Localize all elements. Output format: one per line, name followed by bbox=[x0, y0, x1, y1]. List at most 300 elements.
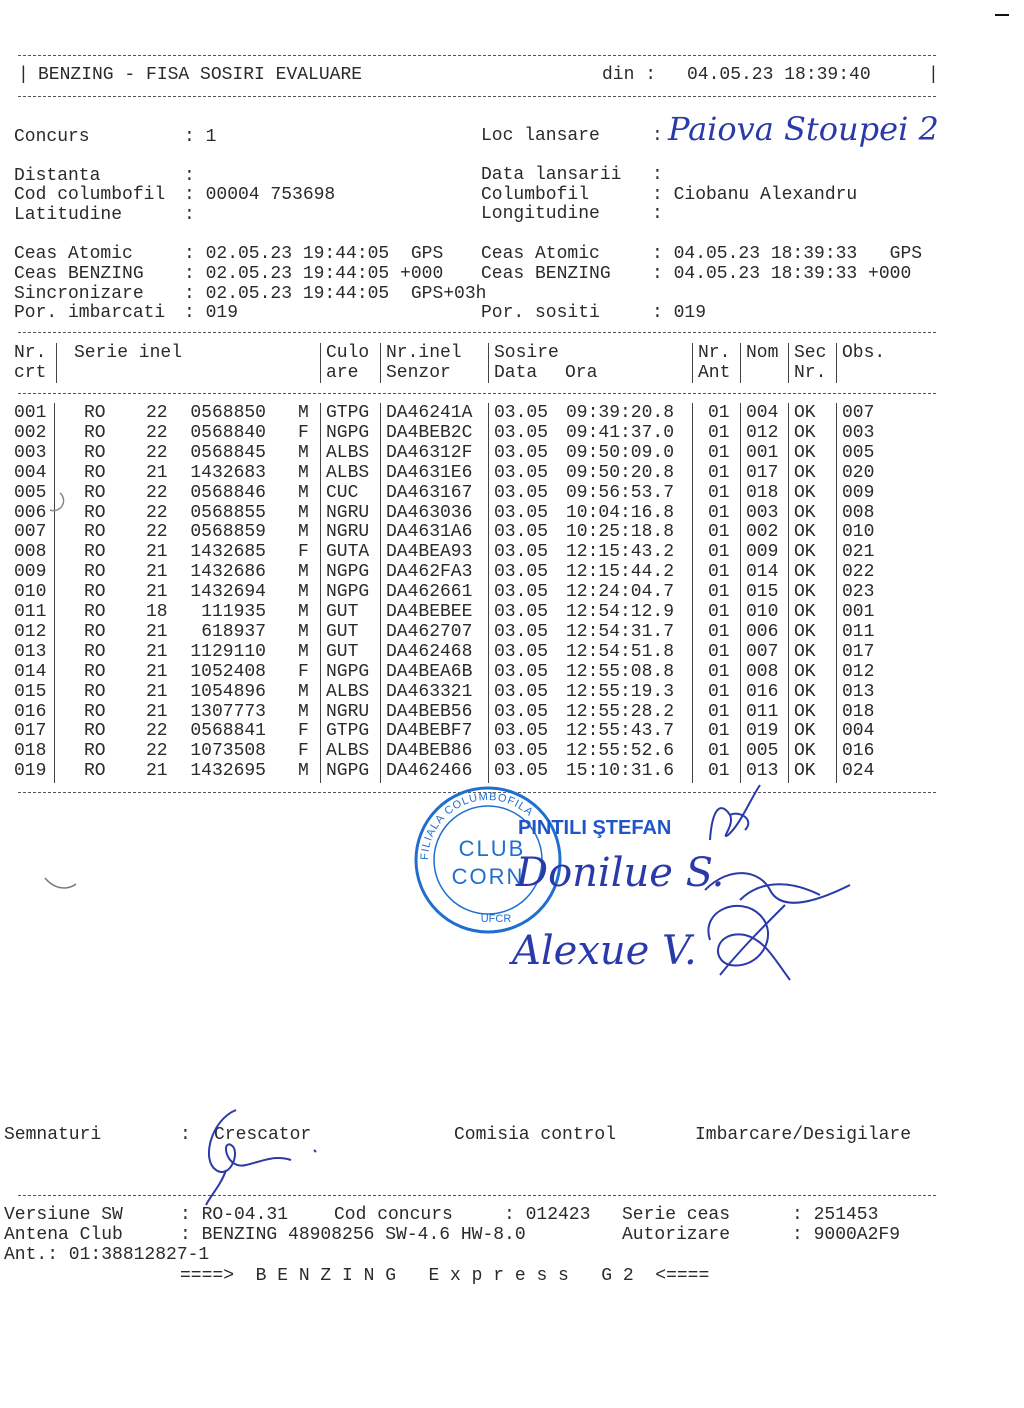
cell-tara: RO bbox=[84, 462, 106, 483]
cell-an: 21 bbox=[146, 582, 168, 603]
cell-culoare: NGPG bbox=[326, 661, 370, 682]
cell-sex: M bbox=[298, 761, 309, 782]
table-row bbox=[0, 721, 940, 741]
latitudine-label: Latitudine bbox=[14, 205, 123, 225]
cell-obs: 013 bbox=[842, 681, 875, 702]
divider bbox=[18, 1195, 936, 1196]
cell-obs: 020 bbox=[842, 462, 875, 483]
cell-data: 03.05 bbox=[494, 741, 549, 762]
cell-inel: 1432683 bbox=[190, 462, 266, 483]
cell-senzor: DA4BEB86 bbox=[386, 741, 473, 762]
header-bar-right: | bbox=[928, 65, 939, 85]
cod-columbofil-value: : 00004 753698 bbox=[184, 185, 336, 205]
cell-ant: 01 bbox=[708, 701, 730, 722]
cell-obs: 012 bbox=[842, 661, 875, 682]
cell-sec: OK bbox=[794, 462, 816, 483]
cell-an: 21 bbox=[146, 681, 168, 702]
cell-tara: RO bbox=[84, 761, 106, 782]
din-label: din : bbox=[602, 65, 657, 85]
column-separator bbox=[740, 343, 741, 383]
cell-ora: 12:54:12.9 bbox=[566, 602, 675, 622]
cell-tara: RO bbox=[84, 562, 106, 583]
printed-name: PINTILI ŞTEFAN bbox=[518, 817, 672, 839]
column-separator bbox=[692, 343, 693, 383]
cell-ora: 12:15:43.2 bbox=[566, 542, 675, 563]
table-row bbox=[0, 542, 940, 562]
cell-sex: F bbox=[298, 741, 309, 762]
cell-ant: 01 bbox=[708, 422, 730, 443]
data-lansarii-label: Data lansarii bbox=[481, 165, 622, 185]
cell-senzor: DA4631E6 bbox=[386, 462, 473, 483]
clock-right-value: : 04.05.23 18:39:33 +000 bbox=[652, 264, 912, 284]
cell-data: 03.05 bbox=[494, 681, 549, 702]
cell-crt: 019 bbox=[14, 761, 47, 782]
cell-ant: 01 bbox=[708, 741, 730, 762]
cell-crt: 006 bbox=[14, 502, 47, 523]
cell-obs: 001 bbox=[842, 602, 875, 622]
cell-ant: 01 bbox=[708, 403, 730, 423]
cell-an: 22 bbox=[146, 721, 168, 742]
cell-ora: 09:39:20.8 bbox=[566, 403, 675, 423]
header-nr-ant: Nr. bbox=[698, 343, 731, 363]
cell-sex: F bbox=[298, 721, 309, 742]
cell-crt: 007 bbox=[14, 522, 47, 543]
cell-inel: 0568855 bbox=[190, 502, 266, 523]
cell-tara: RO bbox=[84, 641, 106, 662]
cell-tara: RO bbox=[84, 403, 106, 423]
table-row bbox=[0, 761, 940, 781]
cell-nom: 013 bbox=[746, 761, 779, 782]
cell-sec: OK bbox=[794, 562, 816, 583]
cell-crt: 001 bbox=[14, 403, 47, 423]
cell-an: 22 bbox=[146, 403, 168, 423]
cell-data: 03.05 bbox=[494, 442, 549, 463]
header-serie-inel: Serie inel bbox=[74, 343, 183, 363]
loc-lansare-colon: : bbox=[652, 126, 663, 146]
cell-tara: RO bbox=[84, 661, 106, 682]
cell-sex: M bbox=[298, 621, 309, 642]
cell-culoare: GUT bbox=[326, 602, 359, 622]
cell-an: 22 bbox=[146, 502, 168, 523]
cell-ora: 12:55:52.6 bbox=[566, 741, 675, 762]
cell-nom: 014 bbox=[746, 562, 779, 583]
sincronizare-label: Sincronizare bbox=[14, 284, 144, 304]
cell-senzor: DA462468 bbox=[386, 641, 473, 662]
clock-left-label: Ceas BENZING bbox=[14, 264, 144, 284]
cell-culoare: NGPG bbox=[326, 422, 370, 443]
cell-crt: 014 bbox=[14, 661, 47, 682]
table-row bbox=[0, 741, 940, 761]
cell-culoare: ALBS bbox=[326, 442, 370, 463]
cell-nom: 003 bbox=[746, 502, 779, 523]
cell-culoare: NGRU bbox=[326, 522, 370, 543]
cell-data: 03.05 bbox=[494, 721, 549, 742]
concurs-label: Concurs bbox=[14, 127, 90, 147]
cell-senzor: DA463036 bbox=[386, 502, 473, 523]
cell-ant: 01 bbox=[708, 442, 730, 463]
header-ant: Ant bbox=[698, 363, 731, 383]
column-separator bbox=[488, 343, 489, 383]
header-obs: Obs. bbox=[842, 343, 886, 363]
cell-obs: 024 bbox=[842, 761, 875, 782]
cell-inel: 1432694 bbox=[190, 582, 266, 603]
cell-ant: 01 bbox=[708, 542, 730, 563]
por-imbarcati-value: : 019 bbox=[184, 303, 239, 323]
cell-ant: 01 bbox=[708, 602, 730, 622]
cell-obs: 009 bbox=[842, 482, 875, 503]
ant-line: Ant.: 01:38812827-1 bbox=[4, 1245, 210, 1265]
distanta-label: Distanta bbox=[14, 166, 101, 186]
cell-sex: M bbox=[298, 442, 309, 463]
header-nr: Nr. bbox=[14, 343, 47, 363]
cell-data: 03.05 bbox=[494, 482, 549, 503]
cell-sex: M bbox=[298, 562, 309, 583]
cell-culoare: ALBS bbox=[326, 681, 370, 702]
cell-nom: 011 bbox=[746, 701, 779, 722]
cell-senzor: DA462466 bbox=[386, 761, 473, 782]
table-row bbox=[0, 483, 940, 503]
sincronizare-value: : 02.05.23 19:44:05 GPS+03h bbox=[184, 284, 487, 304]
antena-label: Antena Club bbox=[4, 1225, 123, 1245]
column-separator bbox=[320, 343, 321, 383]
cell-sec: OK bbox=[794, 422, 816, 443]
signature-2: Donilue S. bbox=[516, 850, 725, 896]
cell-ant: 01 bbox=[708, 721, 730, 742]
cell-sec: OK bbox=[794, 482, 816, 503]
cell-ora: 15:10:31.6 bbox=[566, 761, 675, 782]
cell-crt: 004 bbox=[14, 462, 47, 483]
divider bbox=[18, 332, 936, 333]
cell-an: 21 bbox=[146, 661, 168, 682]
cell-culoare: GUT bbox=[326, 641, 359, 662]
clock-right-label: Ceas BENZING bbox=[481, 264, 611, 284]
cell-culoare: NGRU bbox=[326, 701, 370, 722]
table-row bbox=[0, 622, 940, 642]
punch-hole-mark bbox=[40, 490, 70, 520]
table-row bbox=[0, 642, 940, 662]
brand-line: ====> B E N Z I N G E x p r e s s G 2 <==== bbox=[180, 1266, 710, 1286]
table-row bbox=[0, 562, 940, 582]
cell-an: 22 bbox=[146, 422, 168, 443]
cell-obs: 007 bbox=[842, 403, 875, 423]
cell-sec: OK bbox=[794, 403, 816, 423]
cell-an: 22 bbox=[146, 741, 168, 762]
cell-senzor: DA463321 bbox=[386, 681, 473, 702]
por-imbarcati-label: Por. imbarcati bbox=[14, 303, 166, 323]
stamp-bottom-text: UFCR bbox=[480, 913, 512, 925]
imbarcare-label: Imbarcare/Desigilare bbox=[695, 1125, 912, 1145]
report-datetime: 04.05.23 18:39:40 bbox=[687, 65, 871, 85]
table-row bbox=[0, 423, 940, 443]
header-sec: Sec bbox=[794, 343, 827, 363]
cell-sex: M bbox=[298, 462, 309, 483]
cell-culoare: GTPG bbox=[326, 403, 370, 423]
cell-culoare: GUTA bbox=[326, 542, 370, 563]
cell-sec: OK bbox=[794, 681, 816, 702]
cell-ora: 12:54:31.7 bbox=[566, 621, 675, 642]
stamp-center-line1: CLUB bbox=[458, 836, 526, 861]
cell-crt: 012 bbox=[14, 621, 47, 642]
cell-ant: 01 bbox=[708, 681, 730, 702]
cell-sec: OK bbox=[794, 741, 816, 762]
signature-3: Alexue V. bbox=[512, 928, 697, 974]
table-row bbox=[0, 443, 940, 463]
cell-nom: 007 bbox=[746, 641, 779, 662]
cell-ora: 12:24:04.7 bbox=[566, 582, 675, 603]
divider bbox=[18, 55, 936, 56]
cell-tara: RO bbox=[84, 542, 106, 563]
cell-sec: OK bbox=[794, 661, 816, 682]
por-sositi-value: : 019 bbox=[652, 303, 707, 323]
cell-ant: 01 bbox=[708, 761, 730, 782]
columbofil-label: Columbofil bbox=[481, 185, 590, 205]
cell-data: 03.05 bbox=[494, 422, 549, 443]
cell-tara: RO bbox=[84, 582, 106, 603]
cell-sex: M bbox=[298, 582, 309, 603]
cell-an: 21 bbox=[146, 562, 168, 583]
serie-ceas-value: : 251453 bbox=[792, 1205, 879, 1225]
cell-ora: 09:50:09.0 bbox=[566, 442, 675, 463]
cell-senzor: DA4BEBF7 bbox=[386, 721, 473, 742]
cell-sec: OK bbox=[794, 542, 816, 563]
cell-ora: 10:04:16.8 bbox=[566, 502, 675, 523]
cell-ora: 09:56:53.7 bbox=[566, 482, 675, 503]
cell-sec: OK bbox=[794, 582, 816, 603]
cell-obs: 004 bbox=[842, 721, 875, 742]
cell-obs: 011 bbox=[842, 621, 875, 642]
cell-nom: 017 bbox=[746, 462, 779, 483]
cell-senzor: DA463167 bbox=[386, 482, 473, 503]
cell-data: 03.05 bbox=[494, 602, 549, 622]
longitudine-label: Longitudine bbox=[481, 204, 600, 224]
clock-right-value: : 04.05.23 18:39:33 GPS bbox=[652, 244, 923, 264]
serie-ceas-label: Serie ceas bbox=[622, 1205, 731, 1225]
cell-nom: 005 bbox=[746, 741, 779, 762]
cell-ant: 01 bbox=[708, 582, 730, 603]
cell-sex: M bbox=[298, 602, 309, 622]
cell-tara: RO bbox=[84, 422, 106, 443]
cell-sex: M bbox=[298, 502, 309, 523]
cell-sex: M bbox=[298, 482, 309, 503]
cell-an: 21 bbox=[146, 542, 168, 563]
cell-senzor: DA462707 bbox=[386, 621, 473, 642]
cell-inel: 111935 bbox=[201, 602, 266, 622]
cell-data: 03.05 bbox=[494, 403, 549, 423]
cell-inel: 1129110 bbox=[190, 641, 266, 662]
signature-scribble-1 bbox=[700, 780, 780, 860]
cell-inel: 1307773 bbox=[190, 701, 266, 722]
cell-an: 21 bbox=[146, 761, 168, 782]
table-row bbox=[0, 522, 940, 542]
cell-crt: 003 bbox=[14, 442, 47, 463]
cell-data: 03.05 bbox=[494, 462, 549, 483]
table-row bbox=[0, 582, 940, 602]
cell-inel: 1432686 bbox=[190, 562, 266, 583]
cell-an: 18 bbox=[146, 602, 168, 622]
header-culoare-2: are bbox=[326, 363, 359, 383]
cell-culoare: GUT bbox=[326, 621, 359, 642]
cell-crt: 013 bbox=[14, 641, 47, 662]
header-senzor: Senzor bbox=[386, 363, 451, 383]
header-sosire: Sosire bbox=[494, 343, 559, 363]
cell-tara: RO bbox=[84, 522, 106, 543]
header-bar-left: | bbox=[18, 65, 29, 85]
por-sositi-label: Por. sositi bbox=[481, 303, 600, 323]
header-culoare: Culo bbox=[326, 343, 370, 363]
cell-tara: RO bbox=[84, 442, 106, 463]
cell-sex: M bbox=[298, 701, 309, 722]
table-row bbox=[0, 682, 940, 702]
cell-inel: 1432685 bbox=[190, 542, 266, 563]
latitudine-value: : bbox=[184, 205, 195, 225]
cell-ant: 01 bbox=[708, 641, 730, 662]
semnaturi-label: Semnaturi bbox=[4, 1125, 102, 1145]
clock-left-value: : 02.05.23 19:44:05 +000 bbox=[184, 264, 444, 284]
cell-nom: 004 bbox=[746, 403, 779, 423]
cell-tara: RO bbox=[84, 721, 106, 742]
cell-sec: OK bbox=[794, 442, 816, 463]
cod-concurs-value: : 012423 bbox=[504, 1205, 591, 1225]
cell-ora: 12:55:08.8 bbox=[566, 661, 675, 682]
header-data: Data bbox=[494, 363, 538, 383]
cell-an: 21 bbox=[146, 462, 168, 483]
crescator-signature bbox=[196, 1100, 326, 1210]
cell-sex: F bbox=[298, 422, 309, 443]
concurs-value: : 1 bbox=[184, 127, 217, 147]
cell-data: 03.05 bbox=[494, 522, 549, 543]
cell-crt: 005 bbox=[14, 482, 47, 503]
cell-culoare: ALBS bbox=[326, 741, 370, 762]
cell-ant: 01 bbox=[708, 562, 730, 583]
cell-ant: 01 bbox=[708, 462, 730, 483]
cell-senzor: DA4BEA93 bbox=[386, 542, 473, 563]
cell-sex: M bbox=[298, 681, 309, 702]
cod-columbofil-label: Cod columbofil bbox=[14, 185, 166, 205]
cell-sec: OK bbox=[794, 502, 816, 523]
crescator-label: Crescator bbox=[214, 1125, 312, 1145]
header-crt: crt bbox=[14, 363, 47, 383]
cell-nom: 019 bbox=[746, 721, 779, 742]
cell-inel: 0568840 bbox=[190, 422, 266, 443]
table-row bbox=[0, 503, 940, 523]
cell-sec: OK bbox=[794, 641, 816, 662]
cell-inel: 0568845 bbox=[190, 442, 266, 463]
cell-culoare: NGRU bbox=[326, 502, 370, 523]
cell-tara: RO bbox=[84, 502, 106, 523]
cell-crt: 011 bbox=[14, 602, 47, 622]
cell-nom: 015 bbox=[746, 582, 779, 603]
cell-inel: 1432695 bbox=[190, 761, 266, 782]
cell-culoare: CUC bbox=[326, 482, 359, 503]
cell-nom: 010 bbox=[746, 602, 779, 622]
cell-senzor: DA46241A bbox=[386, 403, 473, 423]
cell-nom: 002 bbox=[746, 522, 779, 543]
cell-crt: 008 bbox=[14, 542, 47, 563]
cell-data: 03.05 bbox=[494, 621, 549, 642]
cell-ora: 09:41:37.0 bbox=[566, 422, 675, 443]
cell-an: 21 bbox=[146, 621, 168, 642]
cell-data: 03.05 bbox=[494, 562, 549, 583]
cell-sex: F bbox=[298, 542, 309, 563]
cell-inel: 1052408 bbox=[190, 661, 266, 682]
corner-mark bbox=[995, 14, 1009, 16]
cell-inel: 0568841 bbox=[190, 721, 266, 742]
cell-sec: OK bbox=[794, 621, 816, 642]
data-lansarii-value: : bbox=[652, 165, 663, 185]
cell-sex: M bbox=[298, 641, 309, 662]
cell-data: 03.05 bbox=[494, 701, 549, 722]
cell-an: 22 bbox=[146, 442, 168, 463]
cell-tara: RO bbox=[84, 681, 106, 702]
cell-ora: 12:54:51.8 bbox=[566, 641, 675, 662]
versiune-value: : RO-04.31 bbox=[180, 1205, 289, 1225]
cell-ora: 12:15:44.2 bbox=[566, 562, 675, 583]
stamp-center-line2: CORN bbox=[451, 864, 525, 889]
cell-crt: 010 bbox=[14, 582, 47, 603]
cell-data: 03.05 bbox=[494, 661, 549, 682]
signature-scribble-3 bbox=[690, 890, 800, 990]
cell-nom: 012 bbox=[746, 422, 779, 443]
cell-tara: RO bbox=[84, 741, 106, 762]
header-sec-nr: Nr. bbox=[794, 363, 827, 383]
cell-nom: 001 bbox=[746, 442, 779, 463]
cell-nom: 018 bbox=[746, 482, 779, 503]
cell-obs: 016 bbox=[842, 741, 875, 762]
cell-obs: 010 bbox=[842, 522, 875, 543]
cell-data: 03.05 bbox=[494, 542, 549, 563]
scan-mark bbox=[40, 870, 80, 894]
cell-culoare: NGPG bbox=[326, 761, 370, 782]
cell-sec: OK bbox=[794, 721, 816, 742]
cell-an: 21 bbox=[146, 641, 168, 662]
cell-culoare: NGPG bbox=[326, 562, 370, 583]
cell-an: 21 bbox=[146, 701, 168, 722]
cell-ora: 12:55:43.7 bbox=[566, 721, 675, 742]
autorizare-label: Autorizare bbox=[622, 1225, 731, 1245]
stamp-ring-text: FILIALA COLUMBOFILA bbox=[418, 790, 536, 861]
cell-ora: 09:50:20.8 bbox=[566, 462, 675, 483]
cell-sex: M bbox=[298, 403, 309, 423]
divider bbox=[18, 393, 936, 394]
cell-senzor: DA4BEB2C bbox=[386, 422, 473, 443]
cell-data: 03.05 bbox=[494, 641, 549, 662]
cell-obs: 018 bbox=[842, 701, 875, 722]
cell-crt: 017 bbox=[14, 721, 47, 742]
cell-ant: 01 bbox=[708, 661, 730, 682]
cell-obs: 008 bbox=[842, 502, 875, 523]
cell-inel: 0568846 bbox=[190, 482, 266, 503]
cell-crt: 002 bbox=[14, 422, 47, 443]
divider bbox=[18, 96, 936, 97]
cell-ora: 12:55:28.2 bbox=[566, 701, 675, 722]
versiune-label: Versiune SW bbox=[4, 1205, 123, 1225]
cell-senzor: DA462661 bbox=[386, 582, 473, 603]
distanta-value: : bbox=[184, 166, 195, 186]
table-row bbox=[0, 602, 940, 622]
cell-inel: 0568859 bbox=[190, 522, 266, 543]
cell-obs: 017 bbox=[842, 641, 875, 662]
cell-nom: 008 bbox=[746, 661, 779, 682]
loc-lansare-handwritten: Paiova Stoupei 2 bbox=[668, 110, 939, 148]
longitudine-value: : bbox=[652, 204, 663, 224]
cell-inel: 0568850 bbox=[190, 403, 266, 423]
clock-left-label: Ceas Atomic bbox=[14, 244, 133, 264]
header-nr-inel: Nr.inel bbox=[386, 343, 462, 363]
cell-obs: 005 bbox=[842, 442, 875, 463]
cell-senzor: DA4631A6 bbox=[386, 522, 473, 543]
cell-ant: 01 bbox=[708, 621, 730, 642]
clock-right-label: Ceas Atomic bbox=[481, 244, 600, 264]
